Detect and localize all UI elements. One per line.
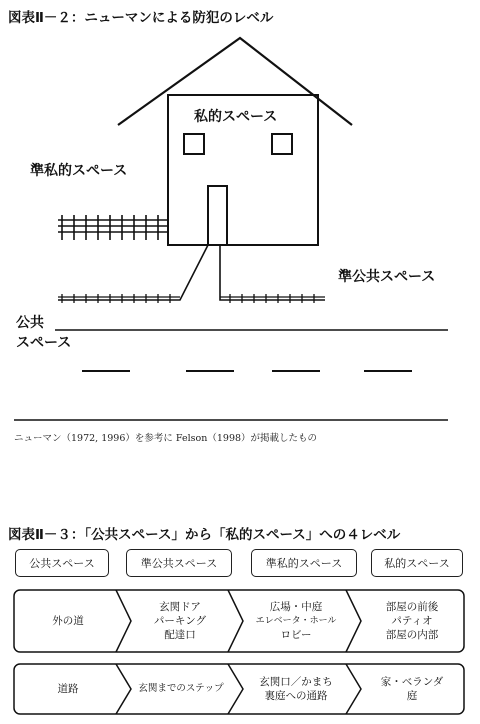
label-semi-private-space: 準私的スペース	[30, 163, 128, 179]
header-public-space: 公共スペース	[15, 549, 109, 577]
row1-private-line2: パティオ	[391, 615, 433, 627]
label-private-space: 私的スペース	[194, 109, 278, 125]
row1-semi-private-line2: エレベータ・ホール	[255, 616, 337, 626]
row2-chevron-1	[116, 664, 131, 714]
header-semi-private-space: 準私的スペース	[251, 549, 357, 577]
label-public-line1: 公共	[16, 315, 44, 331]
row1-chevron-2	[228, 590, 243, 652]
row2-semi-private-line2: 裏庭への通路	[264, 690, 328, 702]
row1-private-line1: 部屋の前後	[385, 601, 439, 613]
row1-semi-public-line2: パーキング	[153, 615, 207, 627]
figure-title-2: 図表Ⅱ－２：ニューマンによる防犯のレベル	[8, 10, 274, 26]
row2-semi-public-line1: 玄関までのステップ	[138, 683, 224, 694]
row1-semi-private-line3: ロビー	[280, 629, 312, 641]
header-semi-public-space: 準公共スペース	[126, 549, 232, 577]
row1-semi-private-line1: 広場・中庭	[269, 601, 323, 613]
row2-chevron-2	[228, 664, 243, 714]
row2-private-line1: 家・ベランダ	[380, 676, 444, 688]
row1-chevron-1	[116, 590, 131, 652]
row1-public-line1: 外の道	[52, 615, 84, 627]
row2-public-line1: 道路	[57, 683, 79, 695]
row1-semi-public-line3: 配達口	[164, 629, 196, 641]
source-note: ニューマン（1972, 1996）を参考に Felson（1998）が掲載したもの	[14, 433, 318, 444]
figure-title-3: 図表Ⅱ－３：「公共スペース」から「私的スペース」への４レベル	[8, 527, 401, 543]
row2-private-line2: 庭	[406, 690, 418, 702]
row1-private-line3: 部屋の内部	[385, 629, 439, 641]
row1-semi-public-line1: 玄関ドア	[159, 601, 201, 613]
row1-chevron-3	[346, 590, 361, 652]
label-public-line2: スペース	[16, 335, 72, 351]
row2-semi-private-line1: 玄関口／かまち	[259, 676, 333, 688]
label-semi-public-space: 準公共スペース	[338, 269, 436, 285]
row2-chevron-3	[346, 664, 361, 714]
header-private-space: 私的スペース	[371, 549, 463, 577]
